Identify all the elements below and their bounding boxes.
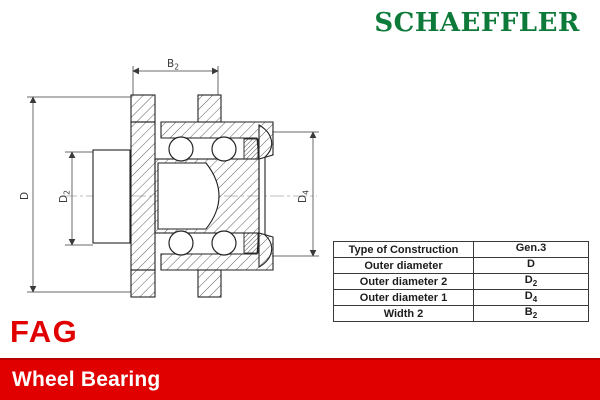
row-value: $D_4$ xyxy=(474,290,589,306)
schaeffler-logo: SCHAEFFLER xyxy=(374,8,580,38)
row-value: $D_2$ xyxy=(474,274,589,290)
dim-label-d2: $D_2$ xyxy=(58,190,72,203)
wheel-pilot xyxy=(93,150,130,243)
row-label: Width 2 xyxy=(334,306,474,322)
seal-bottom xyxy=(244,233,258,253)
table-row xyxy=(334,274,589,290)
dim-label-d: D xyxy=(19,191,31,200)
row-label: Outer diameter 1 xyxy=(334,290,474,306)
wheel-bearing-cross-section-drawing xyxy=(15,55,325,310)
table-row xyxy=(334,242,589,258)
fag-logo: FAG xyxy=(10,314,79,349)
dim-label-b2: $B_2$ xyxy=(167,58,179,72)
row-value: Gen.3 xyxy=(474,242,589,258)
table-row xyxy=(334,258,589,274)
row-value: $B_2$ xyxy=(474,306,589,322)
dimension-d2 xyxy=(58,152,93,245)
seal-top xyxy=(244,139,258,159)
page-title: Wheel Bearing xyxy=(12,368,161,391)
row-label: Type of Construction xyxy=(334,242,474,258)
dimension-d4 xyxy=(272,132,319,256)
row-label: Outer diameter 2 xyxy=(334,274,474,290)
spec-table xyxy=(333,241,589,322)
dim-label-d4: $D_4$ xyxy=(297,190,311,203)
row-value: D xyxy=(474,258,589,274)
footer-bar xyxy=(0,358,600,400)
dimension-b2 xyxy=(133,58,218,95)
table-row xyxy=(334,306,589,322)
row-label: Outer diameter xyxy=(334,258,474,274)
table-row xyxy=(334,290,589,306)
hub-bore xyxy=(158,163,219,229)
